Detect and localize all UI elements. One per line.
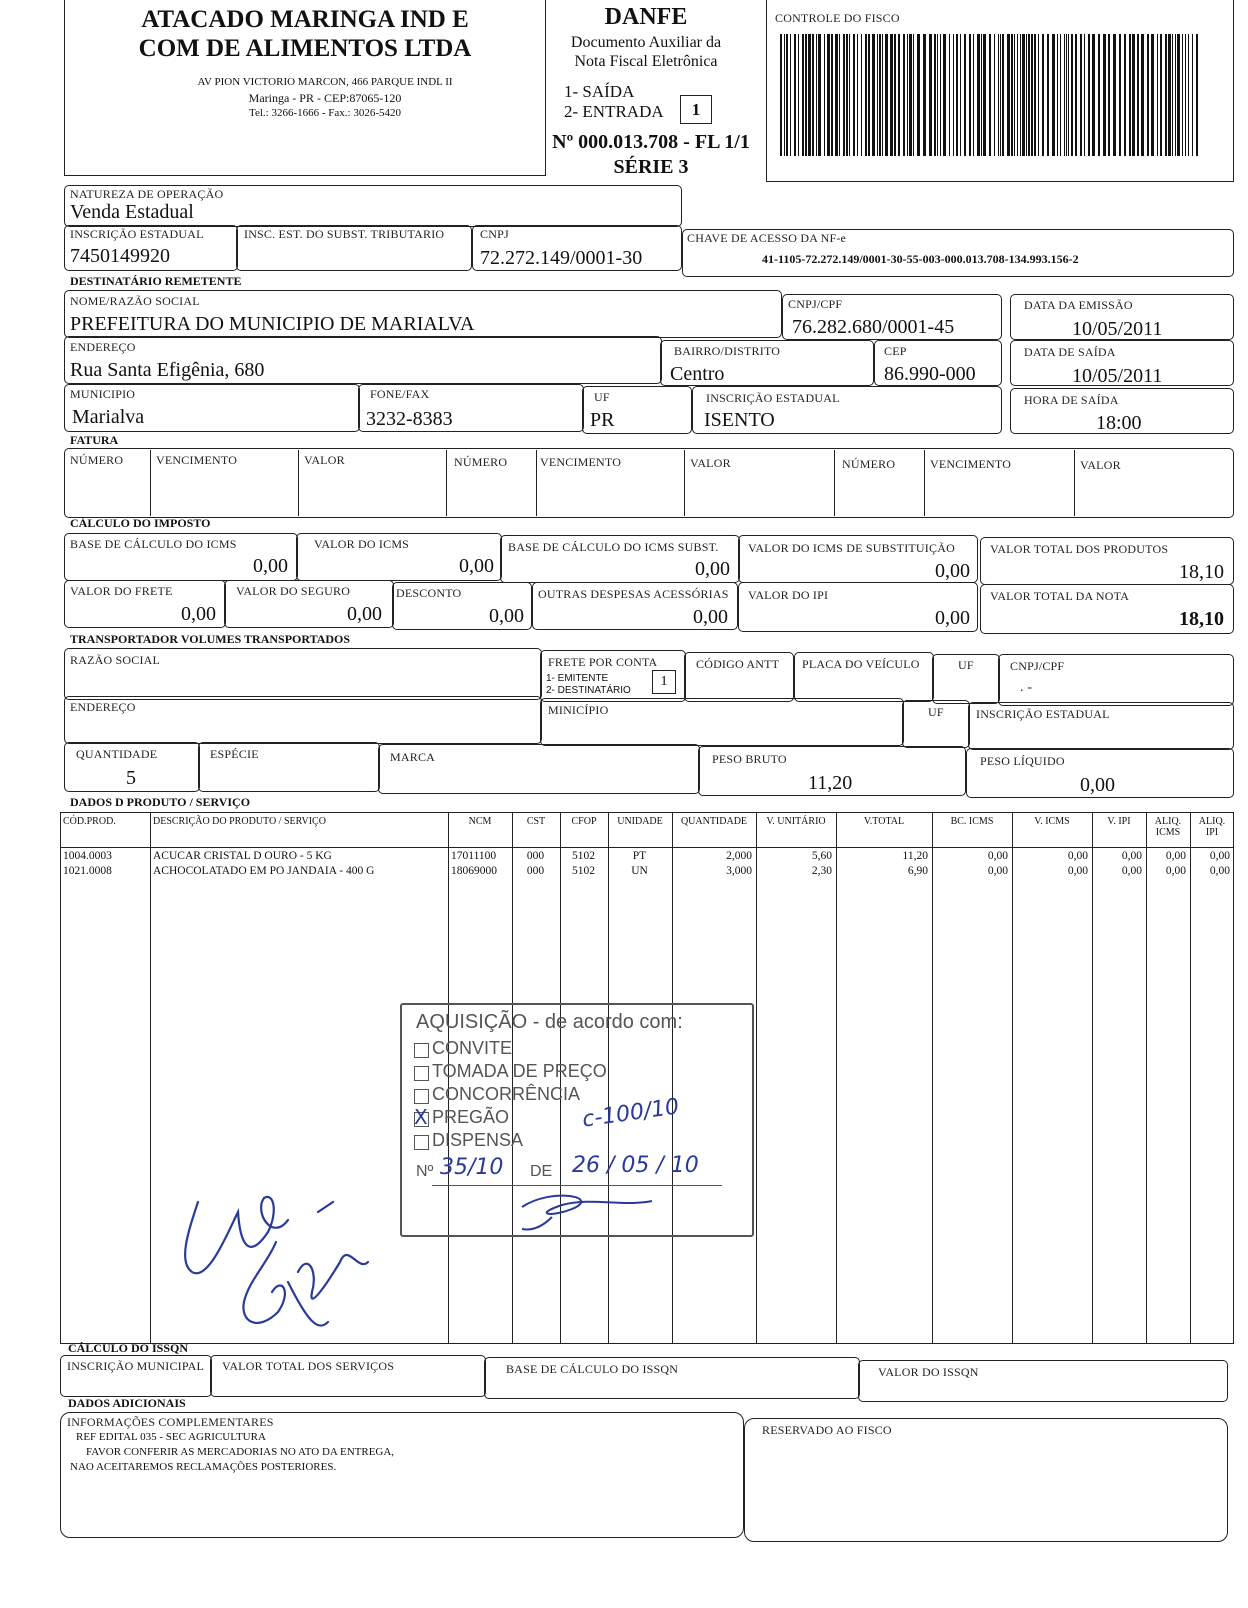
produto-row-1-col-3: 000 <box>526 865 545 877</box>
barcode-bar <box>898 34 900 156</box>
barcode-bar <box>1132 34 1135 156</box>
produto-row-1-col-0: 1021.0008 <box>63 865 112 877</box>
stamp-opt1: CONVITE <box>432 1038 513 1058</box>
barcode-bar <box>1124 34 1126 156</box>
barcode-bar <box>1052 34 1055 156</box>
issqn-servicos-label: VALOR TOTAL DOS SERVIÇOS <box>222 1359 395 1373</box>
transp-cnpj-label: CNPJ/CPF <box>1010 659 1065 673</box>
stamp-check-mark: X <box>414 1105 428 1129</box>
transp-especie-label: ESPÉCIE <box>210 747 259 761</box>
barcode-bar <box>839 34 840 156</box>
barcode-bar <box>846 34 848 156</box>
barcode-bar <box>923 34 926 156</box>
desconto-label: DESCONTO <box>396 586 462 600</box>
desconto-value: 0,00 <box>489 605 524 627</box>
barcode-bar <box>877 34 878 156</box>
produtos-col-divider <box>756 812 757 1344</box>
seguro-value: 0,00 <box>347 603 382 625</box>
produto-row-0-col-13: 0,00 <box>1209 850 1230 862</box>
barcode-bar <box>989 34 991 156</box>
info-line2: FAVOR CONFERIR AS MERCADORIAS NO ATO DA ENTREGA, <box>86 1446 395 1458</box>
produto-row-1-col-5: UN <box>631 865 648 877</box>
produtos-section: DADOS D PRODUTO / SERVIÇO <box>70 795 251 809</box>
barcode-bar <box>1196 34 1198 156</box>
barcode-bar <box>960 34 961 156</box>
barcode-bar <box>1103 34 1106 156</box>
barcode-bar <box>964 34 966 156</box>
stamp-checkbox-1 <box>414 1043 429 1058</box>
produto-row-0-col-12: 0,00 <box>1165 850 1186 862</box>
barcode-bar <box>1165 34 1167 156</box>
barcode-bar <box>1011 34 1013 156</box>
barcode-bar <box>868 34 870 156</box>
barcode-bar <box>831 34 833 156</box>
barcode-bar <box>1192 34 1193 156</box>
barcode-bar <box>1022 34 1025 156</box>
barcode-bar <box>816 34 817 156</box>
produto-row-0-col-5: PT <box>632 850 647 862</box>
total-nota-value: 18,10 <box>1179 608 1224 630</box>
barcode-bar <box>872 34 875 156</box>
produtos-header-1: DESCRIÇÃO DO PRODUTO / SERVIÇO <box>153 816 326 827</box>
transp-liquido-value: 0,00 <box>1080 774 1115 796</box>
dest-cnpj-value: 76.282.680/0001-45 <box>792 316 955 338</box>
produtos-header-10: V. ICMS <box>1034 816 1070 827</box>
emitente-city: Maringa - PR - CEP:87065-120 <box>248 91 402 105</box>
ipi-value: 0,00 <box>935 607 970 629</box>
produtos-header-6: QUANTIDADE <box>680 816 748 827</box>
barcode-bar <box>1060 34 1061 156</box>
produtos-header-11: V. IPI <box>1107 816 1131 827</box>
barcode-bar <box>1038 34 1039 156</box>
fatura-vencimento-2: VENCIMENTO <box>540 455 622 469</box>
dest-uf-value: PR <box>590 409 615 431</box>
barcode-bar <box>1000 34 1001 156</box>
stamp-hand-ref: c-100/10 <box>580 1094 681 1133</box>
outras-value: 0,00 <box>693 606 728 628</box>
barcode-bar <box>973 34 974 156</box>
transp-frete-opt2: 2- DESTINATÁRIO <box>546 685 631 696</box>
fatura-vencimento-1: VENCIMENTO <box>156 453 238 467</box>
barcode-bar <box>1088 34 1090 156</box>
stamp-checkbox-2 <box>414 1066 429 1081</box>
produtos-col-divider <box>1092 812 1093 1344</box>
barcode-bar <box>824 34 825 156</box>
barcode-bar <box>1057 34 1058 156</box>
produtos-header-13: ALIQ. IPI <box>1198 816 1226 838</box>
total-nota-label: VALOR TOTAL DA NOTA <box>990 589 1130 603</box>
frete-value: 0,00 <box>181 603 216 625</box>
barcode-bar <box>1098 34 1100 156</box>
aquisicao-stamp <box>400 1003 754 1237</box>
barcode-bar <box>885 34 888 156</box>
barcode-bar <box>1031 34 1033 156</box>
barcode-bar <box>1151 34 1154 156</box>
barcode-bar <box>794 34 796 156</box>
fatura-section: FATURA <box>70 433 119 447</box>
produtos-col-divider <box>932 812 933 1344</box>
dest-bairro-label: BAIRRO/DISTRITO <box>674 344 781 358</box>
produto-row-1-col-1: ACHOCOLATADO EM PO JANDAIA - 400 G <box>153 865 375 877</box>
transp-uf2-label: UF <box>928 705 944 719</box>
barcode-bar <box>1034 34 1036 156</box>
produto-row-1-col-9: 0,00 <box>987 865 1008 877</box>
barcode-bar <box>812 34 814 156</box>
stamp-opt3: CONCORRÊNCIA <box>432 1084 581 1104</box>
icms-st-label: VALOR DO ICMS DE SUBSTITUIÇÃO <box>748 541 955 555</box>
fatura-numero-2: NÚMERO <box>454 455 508 469</box>
transp-qtd-value: 5 <box>126 767 136 789</box>
stamp-no-label: Nº <box>416 1163 434 1180</box>
barcode-bar <box>1182 34 1183 156</box>
stamp-rubric <box>512 1187 662 1233</box>
barcode-bar <box>1026 34 1027 156</box>
barcode-bar <box>857 34 858 156</box>
dest-fone-value: 3232-8383 <box>366 408 453 430</box>
transportador-section: TRANSPORTADOR VOLUMES TRANSPORTADOS <box>70 632 351 646</box>
hora-value: 18:00 <box>1096 412 1142 434</box>
chave-label: CHAVE DE ACESSO DA NF-e <box>687 231 847 245</box>
barcode-bar <box>798 34 799 156</box>
transp-qtd-label: QUANTIDADE <box>76 747 158 761</box>
barcode-bar <box>1177 34 1180 156</box>
barcode-bar <box>802 34 804 156</box>
stamp-opt5: DISPENSA <box>432 1130 524 1150</box>
barcode-bar <box>981 34 982 156</box>
transp-antt-label: CÓDIGO ANTT <box>696 657 780 671</box>
barcode-bar <box>808 34 811 156</box>
emissao-label: DATA DA EMISSÃO <box>1024 298 1133 312</box>
barcode-bar <box>1002 34 1004 156</box>
emissao-value: 10/05/2011 <box>1072 318 1163 340</box>
adicionais-section: DADOS ADICIONAIS <box>68 1396 186 1410</box>
barcode-bar <box>1108 34 1110 156</box>
barcode-bar <box>1075 34 1077 156</box>
produto-row-0-col-4: 5102 <box>572 850 595 862</box>
barcode-bar <box>780 34 782 156</box>
produto-row-0-col-10: 0,00 <box>1067 850 1088 862</box>
barcode-bar <box>827 34 830 156</box>
danfe-serie: SÉRIE 3 <box>613 156 689 178</box>
produto-row-1-col-11: 0,00 <box>1121 865 1142 877</box>
barcode-bar <box>1119 34 1121 156</box>
ie-label: INSCRIÇÃO ESTADUAL <box>70 227 204 241</box>
barcode-bar <box>1185 34 1186 156</box>
barcode-bar <box>953 34 954 156</box>
barcode-bar <box>907 34 908 156</box>
barcode-bar <box>903 34 905 156</box>
barcode-bar <box>1007 34 1010 156</box>
emitente-name-line1: ATACADO MARINGA IND E <box>141 6 469 33</box>
hora-label: HORA DE SAÍDA <box>1024 393 1119 407</box>
barcode-bar <box>909 34 912 156</box>
barcode-bar <box>1168 34 1171 156</box>
transp-razao-label: RAZÃO SOCIAL <box>70 653 161 667</box>
produto-row-0-col-1: ACUCAR CRISTAL D OURO - 5 KG <box>153 850 332 862</box>
barcode-bar <box>1147 34 1149 156</box>
barcode-bar <box>1084 34 1085 156</box>
stamp-checkbox-5 <box>414 1135 429 1150</box>
produtos-header-7: V. UNITÁRIO <box>766 816 826 827</box>
dest-cep-value: 86.990-000 <box>884 363 976 385</box>
barcode-bar <box>983 34 986 156</box>
produto-row-1-col-2: 18069000 <box>451 865 497 877</box>
danfe-subtitle2: Nota Fiscal Eletrônica <box>574 53 718 70</box>
barcode-bar <box>1047 34 1049 156</box>
ie-value: 7450149920 <box>70 245 170 267</box>
fatura-vencimento-3: VENCIMENTO <box>930 457 1012 471</box>
emitente-phones: Tel.: 3266-1666 - Fax.: 3026-5420 <box>249 107 401 119</box>
dest-endereco-label: ENDEREÇO <box>70 340 136 354</box>
danfe-title: DANFE <box>604 4 688 30</box>
barcode-bar <box>1028 34 1030 156</box>
chave-value: 41-1105-72.272.149/0001-30-55-003-000.013.708-134.993.156-2 <box>762 252 1079 266</box>
natureza-label: NATUREZA DE OPERAÇÃO <box>70 187 224 201</box>
barcode-bar <box>1064 34 1065 156</box>
produto-row-0-col-6: 2,000 <box>726 850 752 862</box>
produtos-header-4: CFOP <box>571 816 597 827</box>
barcode-bar <box>929 34 932 156</box>
produtos-col-divider <box>1146 812 1147 1344</box>
produtos-header-2: NCM <box>468 816 492 827</box>
barcode-bar <box>940 34 941 156</box>
dest-municipio-label: MUNICIPIO <box>70 387 136 401</box>
produtos-header-0: CÓD.PROD. <box>63 816 116 827</box>
dest-nome-value: PREFEITURA DO MUNICIPIO DE MARIALVA <box>70 313 475 335</box>
produtos-header-3: CST <box>526 816 546 827</box>
fatura-numero-1: NÚMERO <box>70 453 124 467</box>
transp-cnpj-value: . - <box>1020 680 1033 695</box>
info-label: INFORMAÇÕES COMPLEMENTARES <box>67 1415 274 1429</box>
barcode-bar <box>943 34 946 156</box>
bc-st-label: BASE DE CÁLCULO DO ICMS SUBST. <box>508 540 719 554</box>
barcode-bar <box>913 34 914 156</box>
produto-row-1-col-4: 5102 <box>572 865 595 877</box>
barcode-bar <box>917 34 920 156</box>
ie-st-label: INSC. EST. DO SUBST. TRIBUTARIO <box>244 227 445 241</box>
barcode-bar <box>853 34 855 156</box>
danfe-numero: Nº 000.013.708 - FL 1/1 <box>552 131 750 153</box>
barcode-bar <box>805 34 807 156</box>
danfe-subtitle1: Documento Auxiliar da <box>570 34 722 51</box>
barcode-bar <box>937 34 938 156</box>
transp-frete-label: FRETE POR CONTA <box>548 655 658 669</box>
danfe-tipo: 1 <box>680 95 712 124</box>
barcode-bar <box>994 34 995 156</box>
icms-value: 0,00 <box>459 555 494 577</box>
fatura-valor-3: VALOR <box>1080 458 1121 472</box>
barcode-bar <box>1092 34 1095 156</box>
cnpj-label: CNPJ <box>480 227 509 241</box>
total-prod-value: 18,10 <box>1179 561 1224 583</box>
total-prod-label: VALOR TOTAL DOS PRODUTOS <box>990 542 1169 556</box>
transp-marca-label: MARCA <box>390 750 436 764</box>
ipi-label: VALOR DO IPI <box>748 588 829 602</box>
transp-municipio-label: MINICÍPIO <box>548 703 609 717</box>
barcode-bar <box>1160 34 1162 156</box>
produto-row-1-col-8: 6,90 <box>907 865 928 877</box>
barcode-bar <box>934 34 936 156</box>
barcode-bar <box>790 34 791 156</box>
fatura-valor-1: VALOR <box>304 453 345 467</box>
danfe-saida: 1- SAÍDA <box>564 82 635 101</box>
dest-municipio-value: Marialva <box>72 406 145 428</box>
barcode-bar <box>786 34 788 156</box>
produto-row-0-col-9: 0,00 <box>987 850 1008 862</box>
barcode-bar <box>894 34 896 156</box>
dest-cep-label: CEP <box>884 344 907 358</box>
dest-bairro-value: Centro <box>670 363 725 385</box>
fisco-label: RESERVADO AO FISCO <box>762 1423 892 1437</box>
outras-label: OUTRAS DESPESAS ACESSÓRIAS <box>538 587 729 601</box>
produto-row-1-col-13: 0,00 <box>1209 865 1230 877</box>
barcode-bar <box>1129 34 1131 156</box>
controle-fisco-label: CONTROLE DO FISCO <box>775 11 900 25</box>
barcode-bar <box>1014 34 1015 156</box>
barcode-bar <box>835 34 838 156</box>
produto-row-1-col-12: 0,00 <box>1165 865 1186 877</box>
transp-uf-label: UF <box>958 658 974 672</box>
signature <box>168 1172 398 1342</box>
transp-bruto-label: PESO BRUTO <box>712 752 787 766</box>
transp-frete-value: 1 <box>652 670 676 694</box>
seguro-label: VALOR DO SEGURO <box>236 584 351 598</box>
barcode-bar <box>849 34 850 156</box>
barcode-bar <box>1188 34 1189 156</box>
issqn-bc-label: BASE DE CÁLCULO DO ISSQN <box>506 1362 679 1376</box>
dest-ie-value: ISENTO <box>704 409 775 431</box>
barcode-bar <box>1017 34 1018 156</box>
destinatario-section: DESTINATÁRIO REMETENTE <box>70 274 242 288</box>
info-line1: REF EDITAL 035 - SEC AGRICULTURA <box>76 1431 266 1443</box>
produtos-header-5: UNIDADE <box>617 816 663 827</box>
fatura-numero-3: NÚMERO <box>842 457 896 471</box>
barcode-bar <box>1066 34 1067 156</box>
barcode-bar <box>969 34 971 156</box>
barcode-bar <box>1113 34 1116 156</box>
fatura-valor-2: VALOR <box>690 456 731 470</box>
barcode-bar <box>784 34 785 156</box>
barcode-bar <box>1080 34 1082 156</box>
stamp-no-value: 35/10 <box>440 1155 504 1180</box>
barcode-bar <box>1020 34 1021 156</box>
stamp-opt2: TOMADA DE PREÇO <box>432 1061 607 1081</box>
stamp-date-value: 26 / 05 / 10 <box>572 1153 699 1178</box>
stamp-title: AQUISIÇÃO - de acordo com: <box>416 1011 683 1033</box>
barcode-bar <box>1071 34 1073 156</box>
barcode-bar <box>956 34 958 156</box>
produto-row-0-col-7: 5,60 <box>811 850 832 862</box>
dest-uf-label: UF <box>594 390 610 404</box>
dest-endereco-value: Rua Santa Efigênia, 680 <box>70 359 265 381</box>
produtos-col-divider <box>1012 812 1013 1344</box>
icms-st-value: 0,00 <box>935 560 970 582</box>
transp-liquido-label: PESO LÍQUIDO <box>980 754 1065 768</box>
transp-placa-label: PLACA DO VEÍCULO <box>802 657 920 671</box>
produto-row-1-col-6: 3,000 <box>726 865 752 877</box>
barcode-bar <box>890 34 893 156</box>
transp-endereco-label: ENDEREÇO <box>70 700 136 714</box>
produto-row-1-col-7: 2,30 <box>811 865 832 877</box>
issqn-section: CÁLCULO DO ISSQN <box>68 1341 189 1355</box>
stamp-checkbox-3 <box>414 1089 429 1104</box>
dest-ie-label: INSCRIÇÃO ESTADUAL <box>706 391 840 405</box>
saida-value: 10/05/2011 <box>1072 365 1163 387</box>
issqn-im-label: INSCRIÇÃO MUNICIPAL <box>67 1359 205 1373</box>
dest-cnpj-label: CNPJ/CPF <box>788 297 843 311</box>
barcode-bar <box>1068 34 1069 156</box>
stamp-line <box>432 1185 722 1186</box>
produto-row-0-col-3: 000 <box>526 850 545 862</box>
emitente-address: AV PION VICTORIO MARCON, 466 PARQUE INDL II <box>197 76 453 88</box>
info-line3: NAO ACEITAREMOS RECLAMAÇÕES POSTERIORES. <box>70 1461 337 1473</box>
issqn-valor-label: VALOR DO ISSQN <box>878 1365 979 1379</box>
barcode-bar <box>818 34 821 156</box>
imposto-section: CÁLCULO DO IMPOSTO <box>70 516 211 530</box>
cnpj-value: 72.272.149/0001-30 <box>480 247 643 269</box>
produto-row-0-col-0: 1004.0003 <box>63 850 112 862</box>
barcode-bar <box>998 34 999 156</box>
produtos-col-divider <box>836 812 837 1344</box>
produto-row-1-col-10: 0,00 <box>1067 865 1088 877</box>
saida-label: DATA DE SAÍDA <box>1024 345 1116 359</box>
emitente-name-line2: COM DE ALIMENTOS LTDA <box>138 35 472 62</box>
barcode-bar <box>843 34 845 156</box>
danfe-entrada: 2- ENTRADA <box>564 102 664 121</box>
produto-row-0-col-8: 11,20 <box>902 850 928 862</box>
fatura-box <box>64 448 1234 518</box>
icms-label: VALOR DO ICMS <box>314 537 410 551</box>
transp-frete-opt1: 1- EMITENTE <box>546 673 609 684</box>
barcode-bar <box>1175 34 1176 156</box>
bc-st-value: 0,00 <box>695 558 730 580</box>
barcode-bar <box>865 34 867 156</box>
produtos-header-9: BC. ICMS <box>950 816 994 827</box>
barcode-bar <box>1172 34 1173 156</box>
natureza-value: Venda Estadual <box>70 201 194 223</box>
bc-icms-label: BASE DE CÁLCULO DO ICMS <box>70 537 237 551</box>
barcode-bar <box>1157 34 1158 156</box>
barcode-bar <box>861 34 862 156</box>
barcode-bar <box>1042 34 1044 156</box>
produtos-header-12: ALIQ. ICMS <box>1154 816 1182 838</box>
barcode-bar <box>949 34 950 156</box>
barcode-bar <box>1137 34 1139 156</box>
barcode-bar <box>1141 34 1144 156</box>
produtos-header-8: V.TOTAL <box>863 816 905 827</box>
produto-row-0-col-11: 0,00 <box>1121 850 1142 862</box>
bc-icms-value: 0,00 <box>253 555 288 577</box>
produtos-col-divider <box>150 812 151 1344</box>
dest-fone-label: FONE/FAX <box>370 387 430 401</box>
frete-label: VALOR DO FRETE <box>70 584 173 598</box>
stamp-opt4: PREGÃO <box>432 1107 510 1127</box>
transp-bruto-value: 11,20 <box>808 772 853 794</box>
barcode <box>780 34 1200 156</box>
barcode-bar <box>879 34 881 156</box>
produto-row-0-col-2: 17011100 <box>451 850 497 862</box>
barcode-bar <box>977 34 980 156</box>
barcode-bar <box>882 34 883 156</box>
stamp-de-label: DE <box>530 1163 553 1180</box>
dest-nome-label: NOME/RAZÃO SOCIAL <box>70 294 200 308</box>
produtos-col-divider <box>1190 812 1191 1344</box>
transp-ie-label: INSCRIÇÃO ESTADUAL <box>976 707 1110 721</box>
